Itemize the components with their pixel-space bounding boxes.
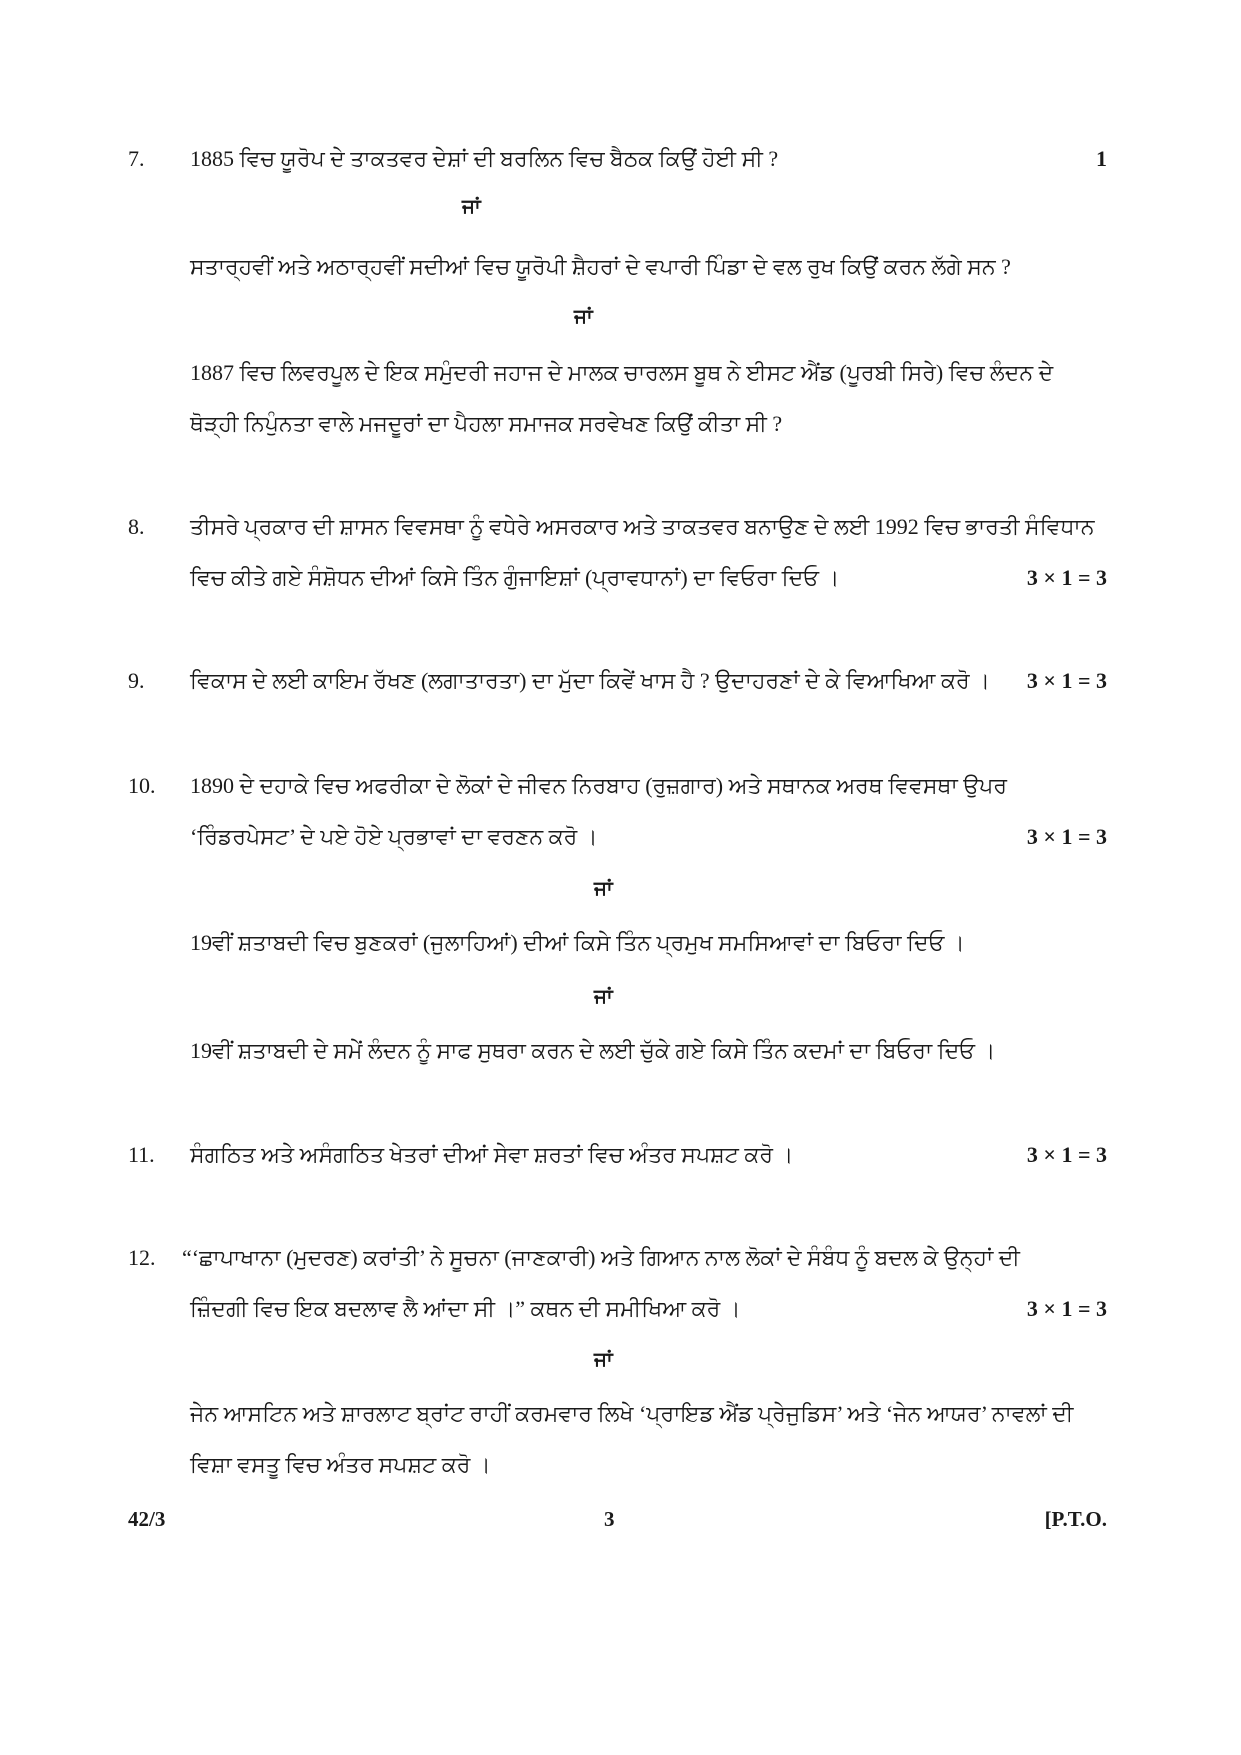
question-10-alt-2-text: 19ਵੀਂ ਸ਼ਤਾਬਦੀ ਦੇ ਸਮੇਂ ਲੰਦਨ ਨੂੰ ਸਾਫ ਸੁਥਰਾ ਕਰਨ ਦੇ ਲਈ ਚੁੱਕੇ ਗਏ ਕਿਸੇ ਤਿੰਨ ਕਦਮਾਂ ਦਾ ਬਿਓਰਾ ਦਿਓ । (190, 1038, 996, 1063)
question-11-text: ਸੰਗਠਿਤ ਅਤੇ ਅਸੰਗਠਿਤ ਖੇਤਰਾਂ ਦੀਆਂ ਸੇਵਾ ਸ਼ਰਤਾਂ ਵਿਚ ਅੰਤਰ ਸਪਸ਼ਟ ਕਰੋ । (190, 1142, 794, 1167)
question-11-marks: 3 × 1 = 3 (1026, 1142, 1107, 1167)
question-9-text: ਵਿਕਾਸ ਦੇ ਲਈ ਕਾਇਮ ਰੱਖਣ (ਲਗਾਤਾਰਤਾ) ਦਾ ਮੁੱਦਾ ਕਿਵੇਂ ਖਾਸ ਹੈ ? ਉਦਾਹਰਣਾਂ ਦੇ ਕੇ ਵਿਆਖਿਆ ਕਰੋ । (190, 668, 990, 693)
paper-code: 42/3 (128, 1507, 166, 1531)
page-number: 3 (604, 1507, 615, 1531)
question-12-alt-text-line-2: ਵਿਸ਼ਾ ਵਸਤੂ ਵਿਚ ਅੰਤਰ ਸਪਸ਼ਟ ਕਰੋ । (190, 1452, 491, 1477)
question-11-number: 11. (128, 1142, 155, 1167)
question-9-marks: 3 × 1 = 3 (1026, 668, 1107, 693)
question-7-number: 7. (128, 146, 145, 171)
question-10-text-line-1: 1890 ਦੇ ਦਹਾਕੇ ਵਿਚ ਅਫਰੀਕਾ ਦੇ ਲੋਕਾਂ ਦੇ ਜੀਵਨ ਨਿਰਬਾਹ (ਰੁਜ਼ਗਾਰ) ਅਤੇ ਸਥਾਨਕ ਅਰਥ ਵਿਵਸਥਾ ਉਪਰ (190, 773, 1007, 798)
question-10-or-1: ਜਾਂ (594, 878, 613, 900)
question-10-number: 10. (128, 773, 156, 798)
question-12-number: 12. (128, 1245, 156, 1270)
question-7-or-2: ਜਾਂ (574, 306, 593, 328)
question-10-or-2: ਜਾਂ (594, 986, 613, 1008)
question-7-or-1: ਜਾਂ (462, 196, 481, 218)
question-12-or-1: ਜਾਂ (594, 1349, 613, 1371)
question-7-alt-1-text: ਸਤਾਰ੍ਹਵੀਂ ਅਤੇ ਅਠਾਰ੍ਹਵੀਂ ਸਦੀਆਂ ਵਿਚ ਯੂਰੋਪੀ ਸ਼ੈਹਰਾਂ ਦੇ ਵਪਾਰੀ ਪਿੰਡਾ ਦੇ ਵਲ ਰੁਖ ਕਿਉਂ ਕਰਨ ਲੱਗੇ ਸਨ ? (190, 254, 1011, 279)
question-10-alt-1-text: 19ਵੀਂ ਸ਼ਤਾਬਦੀ ਵਿਚ ਬੁਣਕਰਾਂ (ਜੁਲਾਹਿਆਂ) ਦੀਆਂ ਕਿਸੇ ਤਿੰਨ ਪ੍ਰਮੁਖ ਸਮਸਿਆਵਾਂ ਦਾ ਬਿਓਰਾ ਦਿਓ । (190, 930, 965, 955)
question-10-marks: 3 × 1 = 3 (1026, 824, 1107, 849)
question-7-marks: 1 (1096, 146, 1107, 171)
please-turn-over: [P.T.O. (1044, 1507, 1107, 1531)
question-8-marks: 3 × 1 = 3 (1026, 565, 1107, 590)
question-10-text-line-2: ‘ਰਿੰਡਰਪੇਸਟ’ ਦੇ ਪਏ ਹੋਏ ਪ੍ਰਭਾਵਾਂ ਦਾ ਵਰਣਨ ਕਰੋ । (190, 824, 598, 849)
question-9-number: 9. (128, 668, 145, 693)
question-8-text-line-1: ਤੀਸਰੇ ਪ੍ਰਕਾਰ ਦੀ ਸ਼ਾਸਨ ਵਿਵਸਥਾ ਨੂੰ ਵਧੇਰੇ ਅਸਰਕਾਰ ਅਤੇ ਤਾਕਤਵਰ ਬਨਾਉਣ ਦੇ ਲਈ 1992 ਵਿਚ ਭਾਰਤੀ ਸੰਵਿਧਾਨ (190, 514, 1095, 539)
question-8-number: 8. (128, 514, 145, 539)
question-12-text-line-2: ਜ਼ਿੰਦਗੀ ਵਿਚ ਇਕ ਬਦਲਾਵ ਲੈ ਆਂਦਾ ਸੀ ।” ਕਥਨ ਦੀ ਸਮੀਖਿਆ ਕਰੋ । (190, 1296, 741, 1321)
question-7-text-line-1: 1885 ਵਿਚ ਯੂਰੋਪ ਦੇ ਤਾਕਤਵਰ ਦੇਸ਼ਾਂ ਦੀ ਬਰਲਿਨ ਵਿਚ ਬੈਠਕ ਕਿਉਂ ਹੋਈ ਸੀ ? (190, 146, 779, 171)
question-7-alt-2-text-line-2: ਥੋੜ੍ਹੀ ਨਿਪੁੰਨਤਾ ਵਾਲੇ ਮਜਦੂਰਾਂ ਦਾ ਪੈਹਲਾ ਸਮਾਜਕ ਸਰਵੇਖਣ ਕਿਉਂ ਕੀਤਾ ਸੀ ? (190, 411, 783, 436)
question-12-marks: 3 × 1 = 3 (1026, 1296, 1107, 1321)
question-12-text-line-1: “‘ਛਾਪਾਖਾਨਾ (ਮੁਦਰਣ) ਕਰਾਂਤੀ’ ਨੇ ਸੂਚਨਾ (ਜਾਣਕਾਰੀ) ਅਤੇ ਗਿਆਨ ਨਾਲ ਲੋਕਾਂ ਦੇ ਸੰਬੰਧ ਨੂੰ ਬਦਲ ਕੇ ਉਨ੍ਹਾਂ ਦੀ (182, 1245, 1020, 1270)
question-12-alt-text-line-1: ਜੇਨ ਆਸਟਿਨ ਅਤੇ ਸ਼ਾਰਲਾਟ ਬ੍ਰਾਂਟ ਰਾਹੀਂ ਕਰਮਵਾਰ ਲਿਖੇ ‘ਪ੍ਰਾਇਡ ਐਂਡ ਪ੍ਰੇਜੁਡਿਸ’ ਅਤੇ ‘ਜੇਨ ਆਯਰ’ ਨਾਵਲਾਂ ਦੀ (190, 1401, 1074, 1426)
question-7-alt-2-text-line-1: 1887 ਵਿਚ ਲਿਵਰਪੂਲ ਦੇ ਇਕ ਸਮੁੰਦਰੀ ਜਹਾਜ ਦੇ ਮਾਲਕ ਚਾਰਲਸ ਬੂਥ ਨੇ ਈਸਟ ਐਂਡ (ਪੂਰਬੀ ਸਿਰੇ) ਵਿਚ ਲੰਦਨ ਦੇ (190, 360, 1054, 385)
question-8-text-line-2: ਵਿਚ ਕੀਤੇ ਗਏ ਸੰਸ਼ੋਧਨ ਦੀਆਂ ਕਿਸੇ ਤਿੰਨ ਗੁੰਜਾਇਸ਼ਾਂ (ਪ੍ਰਾਵਧਾਨਾਂ) ਦਾ ਵਿਓਰਾ ਦਿਓ । (190, 565, 840, 590)
